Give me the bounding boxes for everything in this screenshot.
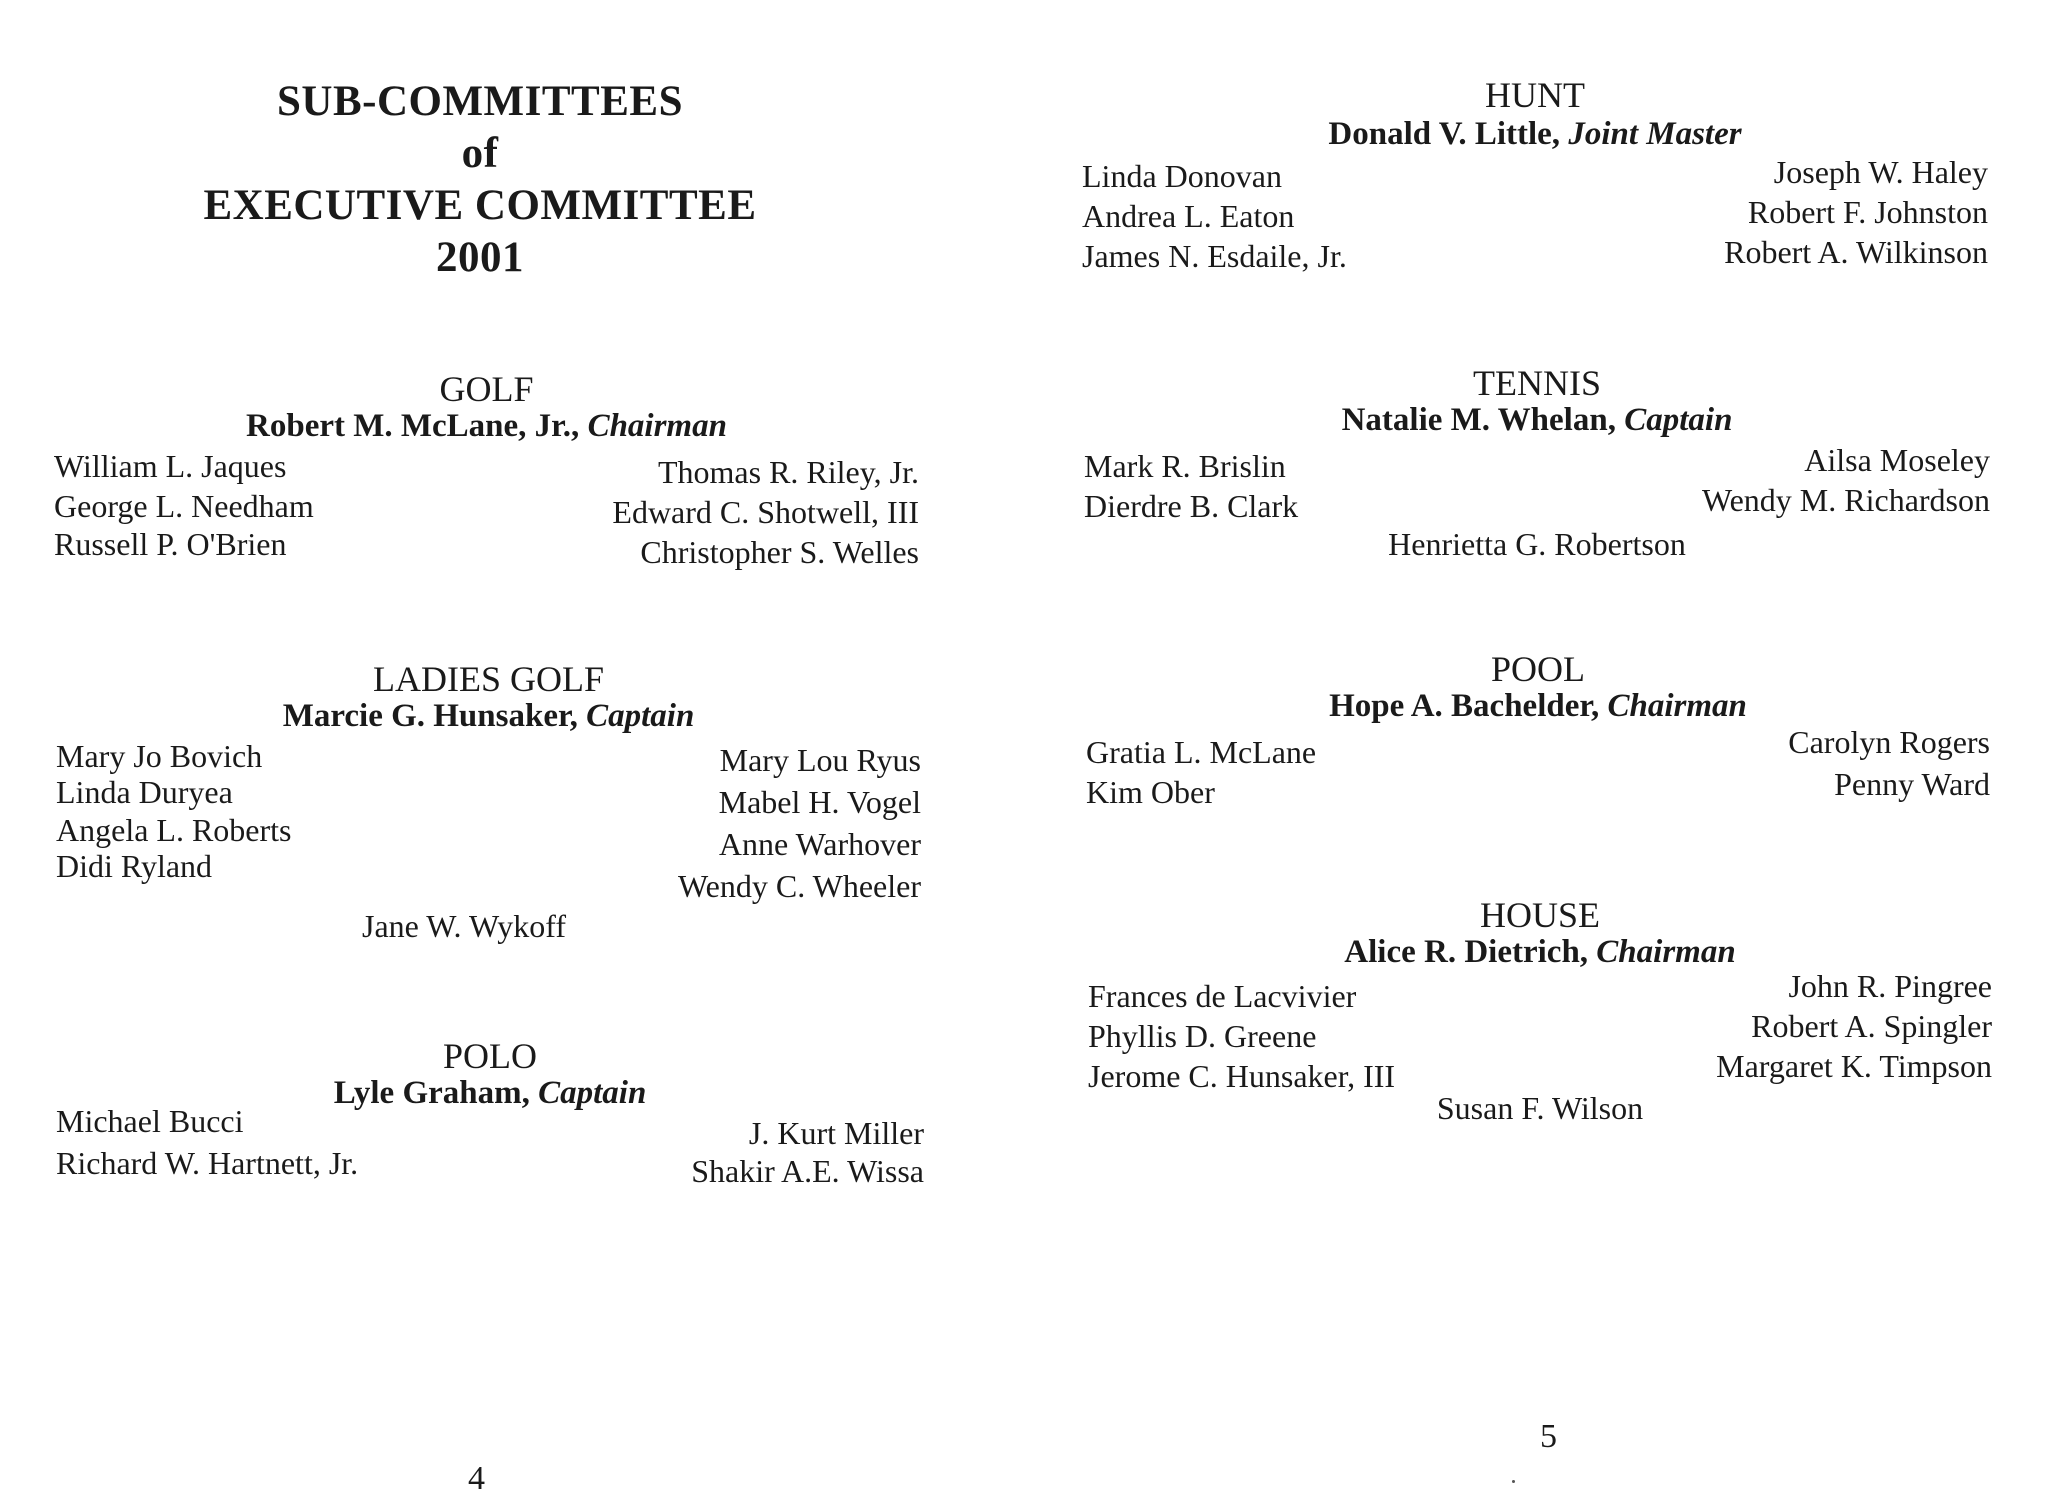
member-name: Angela L. Roberts [56,812,292,848]
title-line: SUB-COMMITTEES [276,78,683,125]
member-name: John R. Pingree [1788,968,1992,1004]
member-name: William L. Jaques [54,448,287,484]
hunt-section [1082,74,1988,284]
member-name: Didi Ryland [56,848,213,884]
section-leader [54,408,919,445]
leader-role: Chairman [587,408,727,444]
title-line: of [461,130,499,177]
leader-name: Marcie G. Hunsaker, [282,698,578,734]
member-name: Linda Duryea [56,774,233,810]
member-name: Mary Jo Bovich [56,738,263,774]
member-name: J. Kurt Miller [748,1115,924,1151]
member-name: Kim Ober [1086,774,1215,810]
member-name: Gratia L. McLane [1086,734,1317,770]
section-heading: GOLF [439,369,534,409]
section-heading: LADIES GOLF [373,659,604,699]
member-name: Henrietta G. Robertson [1388,526,1686,562]
ladies-golf-section [56,658,921,968]
section-leader [56,698,921,735]
section-heading: HUNT [1485,75,1585,115]
member-name: Carolyn Rogers [1788,724,1990,760]
member-name: Michael Bucci [56,1103,244,1139]
section-leader [1086,688,1990,725]
member-name: Richard W. Hartnett, Jr. [56,1145,359,1181]
member-name: Jane W. Wykoff [362,908,566,944]
leader-role: Chairman [1596,934,1736,970]
member-name: Phyllis D. Greene [1088,1018,1317,1054]
leader-role: Captain [538,1075,647,1111]
leader-role: Chairman [1607,688,1747,724]
member-name: Ailsa Moseley [1804,442,1990,478]
pool-section [1086,648,1990,823]
house-section [1088,894,1992,1144]
leader-name: Natalie M. Whelan, [1341,402,1616,438]
page-number: 4 [468,1460,485,1497]
member-name: Frances de Lacvivier [1088,978,1357,1014]
golf-section [54,368,919,588]
leader-role: Joint Master [1568,116,1742,152]
title-line: 2001 [436,234,524,281]
section-heading: HOUSE [1479,895,1600,935]
member-name: Edward C. Shotwell, III [612,494,919,530]
tennis-section [1084,362,1990,582]
member-name: Mabel H. Vogel [718,784,921,820]
member-name: Jerome C. Hunsaker, III [1088,1058,1396,1094]
member-name: Wendy C. Wheeler [678,868,921,904]
member-name: Russell P. O'Brien [54,526,287,562]
leader-name: Donald V. Little, [1328,116,1561,152]
member-name: Susan F. Wilson [1436,1090,1644,1126]
member-name: Robert A. Spingler [1751,1008,1992,1044]
section-leader [1088,934,1992,971]
member-name: George L. Needham [54,488,314,524]
right-page [1024,0,2048,1506]
member-name: Penny Ward [1834,766,1990,802]
member-name: Margaret K. Timpson [1716,1048,1992,1084]
scan-speck [1512,1480,1515,1483]
leader-name: Hope A. Bachelder, [1329,688,1600,724]
leader-role: Captain [1624,402,1733,438]
leader-name: Alice R. Dietrich, [1344,934,1589,970]
section-heading: POOL [1490,649,1585,689]
member-name: Robert F. Johnston [1747,194,1988,230]
member-name: Dierdre B. Clark [1084,488,1299,524]
page-title [180,76,780,284]
leader-name: Lyle Graham, [333,1075,530,1111]
member-name: Christopher S. Welles [640,534,919,570]
section-heading: POLO [442,1036,537,1076]
member-name: Shakir A.E. Wissa [691,1153,924,1189]
member-name: Mary Lou Ryus [719,742,921,778]
member-name: James N. Esdaile, Jr. [1082,238,1347,274]
section-heading: TENNIS [1473,363,1601,403]
member-name: Thomas R. Riley, Jr. [657,454,919,490]
member-name: Linda Donovan [1082,158,1282,194]
section-leader [1084,402,1990,439]
polo-section [56,1035,924,1210]
page-number: 5 [1540,1418,1557,1455]
member-name: Wendy M. Richardson [1701,482,1990,518]
member-name: Robert A. Wilkinson [1724,234,1988,270]
member-name: Anne Warhover [718,826,921,862]
leader-role: Captain [586,698,695,734]
leader-name: Robert M. McLane, Jr., [246,408,580,444]
member-name: Mark R. Brislin [1084,448,1286,484]
title-line: EXECUTIVE COMMITTEE [203,182,757,229]
member-name: Andrea L. Eaton [1082,198,1295,234]
section-leader [1082,116,1988,153]
member-name: Joseph W. Haley [1773,154,1988,190]
